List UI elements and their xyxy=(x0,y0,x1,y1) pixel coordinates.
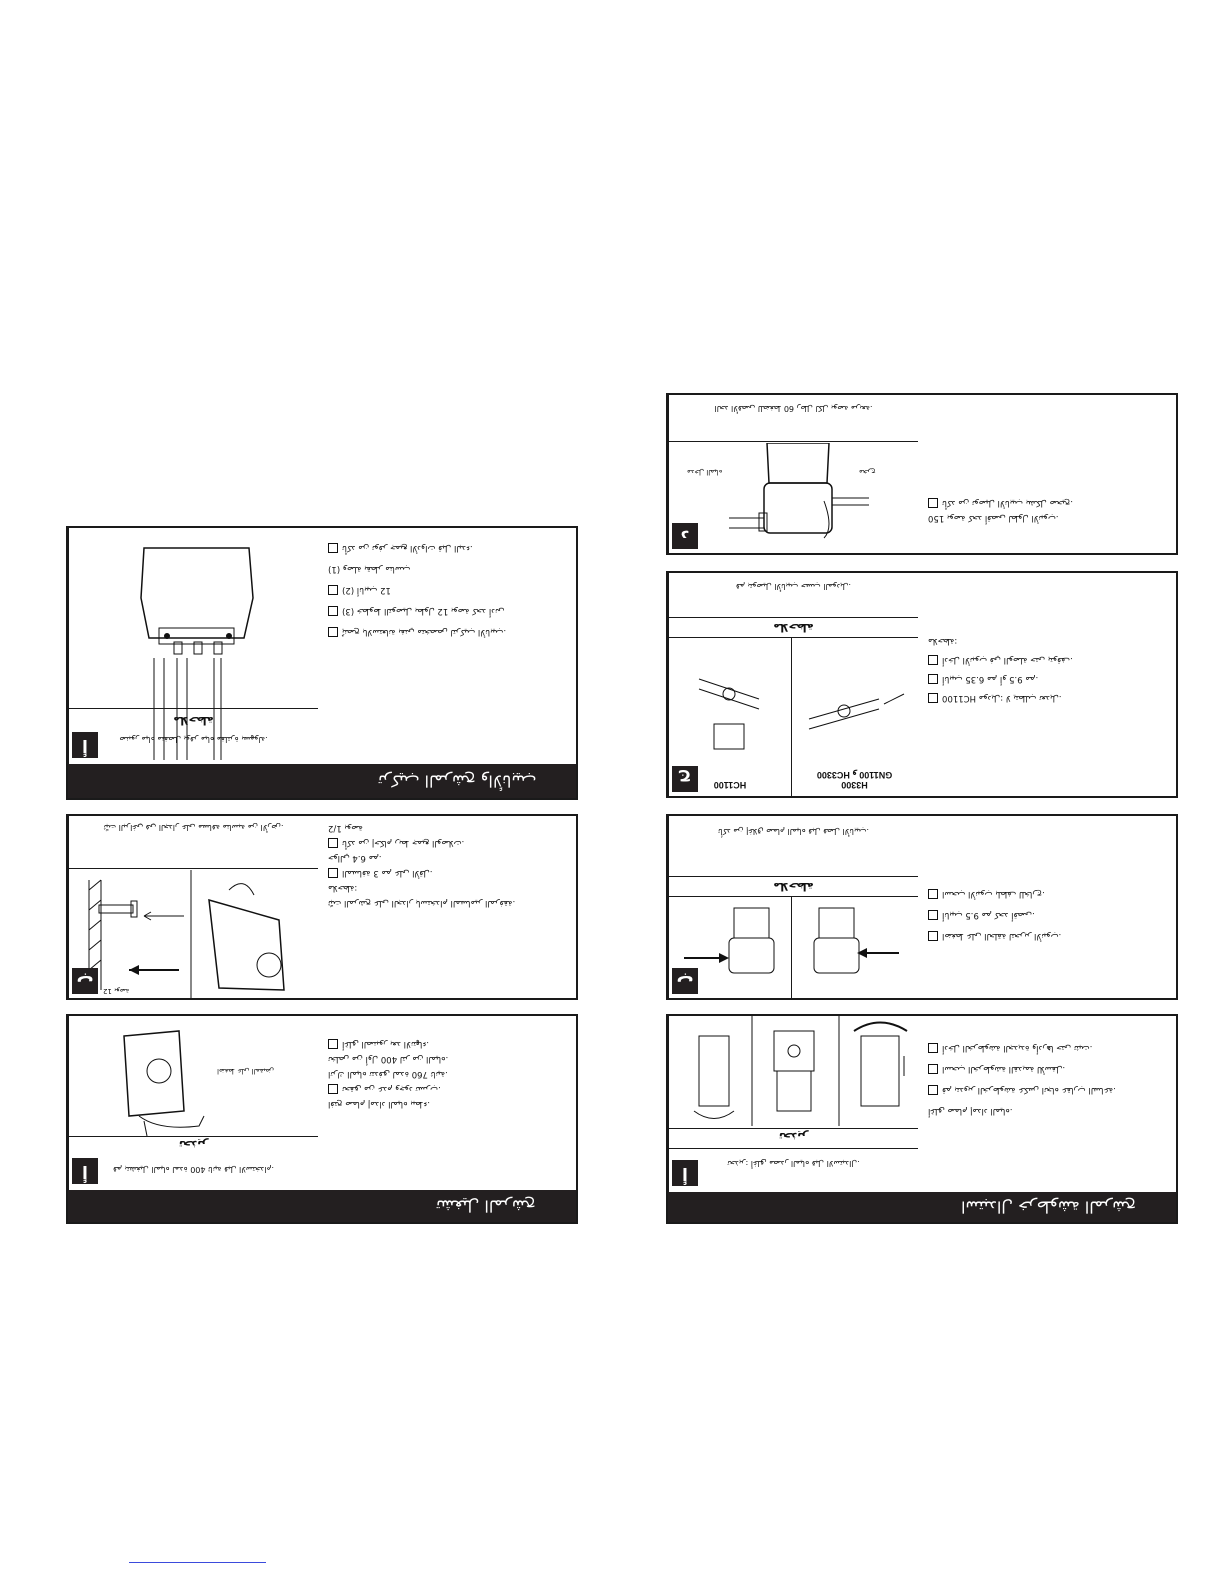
dispenser-illustration xyxy=(69,1016,318,1136)
operate-line: تخلص من أول 400 لتر من المياه. xyxy=(328,1054,449,1064)
footer-link-underline[interactable] xyxy=(129,1562,266,1563)
tube-release-illustration xyxy=(669,898,918,998)
panel-operate xyxy=(66,1014,578,1224)
section-badge: أ xyxy=(672,1160,698,1186)
mount-line: المسافة 3 مم على الأقل. xyxy=(328,865,566,880)
figure-note: تأكد من إغلاق صمام المياه قبل فصل الأنابيب. xyxy=(718,827,869,836)
panel-b xyxy=(666,814,1178,1000)
warning-label: ملاحظة xyxy=(173,714,214,727)
panel-a xyxy=(666,1014,1178,1224)
section-badge: ب xyxy=(72,968,98,994)
section-title: تشغيل المرشح xyxy=(436,1196,536,1216)
panel-c xyxy=(666,571,1178,798)
filter-pipes-illustration xyxy=(69,528,318,766)
d-line: تأكد من توصيل الأنابيب بشكل صحيح. xyxy=(928,495,1166,510)
checkbox-icon[interactable] xyxy=(928,890,938,900)
mount-line: ملاحظة: xyxy=(328,883,358,893)
b-line: أنابيب 9.5 مم كحد أقصى. xyxy=(928,907,1166,922)
panel-mount xyxy=(66,814,578,1000)
checkbox-icon[interactable] xyxy=(928,1086,938,1096)
install-line: (1) وصلة بقطر مناسب xyxy=(328,564,411,574)
mount-line: 1/2 بوصة xyxy=(328,823,363,833)
model-label: GN1100 و HC3300 H3300 xyxy=(816,770,893,790)
divider xyxy=(69,708,318,709)
mount-line: حوالي 6.4 مم. xyxy=(328,853,382,863)
checkbox-icon[interactable] xyxy=(328,607,338,617)
install-figure xyxy=(68,528,318,766)
checkbox-icon[interactable] xyxy=(328,1085,338,1095)
section-badge: د xyxy=(672,523,698,549)
install-line: تأكد من توفر جميع الأدوات قبل البدء. xyxy=(328,540,566,555)
install-line: (3) خطوط التوصيل بطول 12 بوصة كحد أدنى xyxy=(328,603,566,618)
c-line: أنابيب 6.35 مم أو 9.5 مم. xyxy=(928,671,1166,686)
section-title: استبدال خرطوشة المرشح xyxy=(961,1197,1136,1217)
operate-figure xyxy=(68,1016,318,1192)
a-line: أغلق صمام إمداد المياه. xyxy=(928,1106,1013,1116)
figure-note: قم بتشغيل المياه لمدة 400 ثانية قبل الاستخدام. xyxy=(113,1165,275,1174)
d-line: 150 بوصة كحد أقصى لطول الأنبوب. xyxy=(928,513,1059,523)
checkbox-icon[interactable] xyxy=(928,932,938,942)
operate-line: تحقق من عدم وجود تسرب. xyxy=(328,1081,566,1096)
c-text xyxy=(918,573,1176,796)
b-text xyxy=(918,816,1176,998)
checkbox-icon[interactable] xyxy=(328,839,338,849)
b-line: اسحب الأنبوب بلطف للخارج. xyxy=(928,886,1166,901)
divider xyxy=(669,876,918,877)
divider xyxy=(669,1148,918,1149)
figure-note: تحذير: أغلق مصدر المياه قبل الاستبدال. xyxy=(727,1159,860,1168)
divider xyxy=(669,637,918,638)
checkbox-icon[interactable] xyxy=(928,1044,938,1054)
divider xyxy=(69,868,318,869)
filter-connection-illustration xyxy=(669,443,918,553)
checkbox-icon[interactable] xyxy=(928,675,938,685)
checkbox-icon[interactable] xyxy=(328,544,338,554)
figure-note: ثبّت البراغي في الجدار على مسافة مناسبة من الأرض. xyxy=(103,823,284,832)
a-line: أدخل الخرطوشة الجديدة وأدرها حتى تثبت. xyxy=(928,1040,1166,1055)
a-line: قم بتدوير الخرطوشة عكس اتجاه عقارب الساعة. xyxy=(928,1082,1166,1097)
model-connection-illustration xyxy=(669,639,918,789)
section-title: تركيب المرشح والأنابيب xyxy=(377,771,536,791)
checkbox-icon[interactable] xyxy=(328,586,338,596)
operate-line: أغلق الصنبور بعد الانتهاء. xyxy=(328,1036,566,1051)
b-line: اضغط على الحلقة لتحرير الأنبوب. xyxy=(928,928,1166,943)
mount-text xyxy=(318,816,576,998)
divider xyxy=(69,1136,318,1137)
section-title-band xyxy=(68,764,576,798)
a-line: اسحب الخرطوشة القديمة للأسفل. xyxy=(928,1061,1166,1076)
d-figure xyxy=(668,395,918,553)
cartridge-replace-illustration xyxy=(669,1016,918,1126)
checkbox-icon[interactable] xyxy=(328,1040,338,1050)
mount-line: تأكد من إحكام ربط جميع الوصلات. xyxy=(328,835,566,850)
mount-line: ثبّت المرشح على الجدار باستخدام المسامير المرفقة. xyxy=(328,898,516,908)
c-figure xyxy=(668,573,918,796)
c-line: HC1100 موديل: لا يتطلب تعديل. xyxy=(928,690,1166,705)
screw-callout: 12 بوصة xyxy=(103,987,130,995)
divider xyxy=(669,617,918,618)
d-text xyxy=(918,395,1176,553)
section-badge: ب xyxy=(672,968,698,994)
warning-label: تحذير xyxy=(778,1130,809,1143)
section-title-band xyxy=(68,1190,576,1222)
figure-note: الحد الأقصى للضغط 60 رطل لكل بوصة مربعة. xyxy=(714,404,873,413)
press-callout: اضغط على المقبض xyxy=(217,1067,275,1075)
checkbox-icon[interactable] xyxy=(328,869,338,879)
warning-label: ملاحظة xyxy=(773,621,814,634)
warning-label: ملاحظة xyxy=(773,880,814,893)
warning-label: تحذير xyxy=(178,1138,209,1151)
install-line: يُنصح بالاستعانة بفني متخصص لتركيب الأنابيب. xyxy=(328,624,566,639)
mount-figure xyxy=(68,816,318,998)
checkbox-icon[interactable] xyxy=(928,499,938,509)
operate-line: افتح صمام إمداد المياه ببطء. xyxy=(328,1099,430,1109)
divider xyxy=(669,441,918,442)
divider xyxy=(669,1128,918,1129)
c-line: أدخل الأنبوب في الوصلة حتى يتوقف. xyxy=(928,652,1166,667)
section-badge: ج xyxy=(672,766,698,792)
section-badge: أ xyxy=(72,1158,98,1184)
install-text xyxy=(318,528,576,766)
checkbox-icon[interactable] xyxy=(928,656,938,666)
checkbox-icon[interactable] xyxy=(928,694,938,704)
c-line: ملاحظة: xyxy=(928,636,958,646)
checkbox-icon[interactable] xyxy=(928,1065,938,1075)
panel-d xyxy=(666,393,1178,555)
figure-note: صنبور مياه منفصل يوفر مياه مفلترة بسهولة. xyxy=(119,735,268,744)
section-title-band xyxy=(668,1192,1176,1222)
divider xyxy=(669,896,918,897)
section-badge: أ xyxy=(72,732,98,758)
wall-screw-illustration xyxy=(69,870,318,998)
operate-line: اترك المياه تتدفق لمدة 760 ثانية. xyxy=(328,1069,448,1079)
checkbox-icon[interactable] xyxy=(928,911,938,921)
panel-install xyxy=(66,526,578,800)
a-figure xyxy=(668,1016,918,1194)
install-line: (2) أنابيب 12 xyxy=(328,582,566,597)
a-text xyxy=(918,1016,1176,1194)
operate-text xyxy=(318,1016,576,1192)
checkbox-icon[interactable] xyxy=(328,628,338,638)
inlet-callout: مدخل المياه xyxy=(687,468,723,476)
b-figure xyxy=(668,816,918,998)
model-label: HC1100 xyxy=(713,780,747,790)
figure-note: قم بتوصيل الأنابيب حسب الموديل. xyxy=(735,582,852,591)
outlet-callout: مخرج xyxy=(859,468,876,476)
